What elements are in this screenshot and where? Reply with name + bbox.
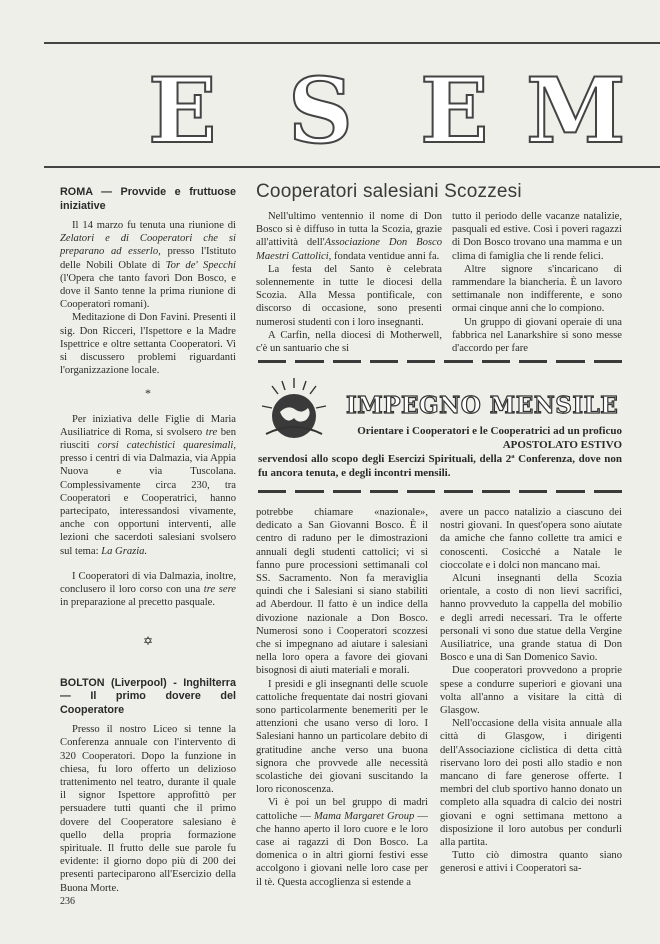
article2-paragraph-5: Alcuni insegnanti della Scozia orientale, a costo di non lievi sacrifici, hanno provveduto la cappella del mobilio e degli arredi necessari. Tra le offerte personali vi sono due statue della Vergine Ausiliatrice, una grande statua di Don Bosco e una di San Domenico Savio. [440, 573, 622, 664]
divider-top [258, 360, 622, 363]
article1-column-2 [452, 210, 622, 355]
impegno-mensile-title: IMPEGNO MENSILE [346, 392, 619, 419]
left-column [60, 186, 236, 895]
asterisk-separator: * [145, 386, 151, 401]
roma-paragraph-1: Il 14 marzo fu tenuta una riunione di Zelatori e di Cooperatori che si preparano ad esserlo, presso l'Istituto delle Nobili Oblate di Tor de' Specchi (l'Opera che tanto favorì Don Bosco, e dove il Santo tenne la prima riunione di Cooperatori romani). [60, 220, 237, 311]
article2-paragraph-1: potrebbe chiamare «nazionale», dedicato a San Giovanni Bosco. È il centro di raduno per le dimostrazioni annuali degli studenti cattolici; vi si fanno pure processioni settimanali col SS. Sacramento. Non fa meraviglia quindi che i Salesiani si siano stabiliti ad Aberdour. Il fatto è un indice della divozione nazionale a Don Bosco. Numerosi sono i Cooperatori scozzesi che si impegnano ad aiutare i salesiani nella loro opera a favore dei giovani bisognosi di aiuti materiali e morali. [256, 507, 428, 677]
roma-paragraph-4: I Cooperatori di via Dalmazia, inoltre, conclusero il loro corso con una tre sere in preparazione al precetto pasquale. [60, 570, 236, 609]
impegno-subtitle-2: servendosi allo scopo degli Esercizi Spirituali, della 2ª Conferenza, dove non fu ancora tenuta, e degli incontri mensili. [258, 453, 622, 479]
article2-paragraph-8: Tutto ciò dimostra quanto siano generosi e attivi i Cooperatori sa- [440, 850, 622, 875]
bolton-paragraph: Presso il nostro Liceo si tenne la Conferenza annuale con l'intervento di 320 Cooperatori. Dopo la funzione in chiesa, fu loro offerto un delizioso trattenimento nel teatro, durante il quale il signor Ispettore approfittò per persuadere tutti quanti che il primo dovere del Cooperatore salesiano è quello della propria formazione spirituale. Il frutto delle sue parole fu evidente: il giorno dopo più di 200 dei presenti parteciparono all'Esercizio della Buona Morte. [60, 724, 236, 894]
article2-paragraph-6: Due cooperatori provvedono a proprie spese a condurre superiori e giovani una volta all'anno a visitare la città di Glasgow. [440, 665, 622, 717]
article2-paragraph-4: avere un pacco natalizio a ciascuno dei nostri giovani. In quest'opera sono aiutate da amiche che fanno collette tra amici e conoscenti. Cosicché a Natale le cioccolate e i dolci non mancano mai. [440, 507, 622, 571]
roma-heading: ROMA — Provvide e fruttuose iniziative [60, 186, 236, 212]
article2-paragraph-2: I presidi e gli insegnanti delle scuole cattoliche frequentate dai nostri giovani sono particolarmente benemeriti per le attenzioni che usano verso di loro. I Salesiani hanno un particolare debito di gratitudine anche verso una buona signora che provvede alle necessità scolastiche dei giovani suscitando la loro riconoscenza. [256, 678, 428, 796]
bolton-heading: BOLTON (Liverpool) - Inghilterra — Il primo dovere del Cooperatore [60, 676, 236, 716]
masthead-banner [44, 42, 660, 168]
article1-paragraph-6: Un gruppo di giovani operaie di una fabbrica nel Lanarkshire si sono messe d'accordo per fare [452, 316, 622, 355]
article2-column-2 [440, 506, 622, 876]
roma-paragraph-2: Meditazione di Don Favini. Presenti il sig. Don Ricceri, l'Ispettore e la Madre Ispettrice e oltre settanta Cooperatori. Vi si discussero problemi riguardanti l'organizzazione locale. [60, 312, 236, 377]
masthead-letter-e1: E [148, 58, 217, 164]
article-title-scozzesi: Cooperatori salesiani Scozzesi [256, 181, 522, 202]
article1-paragraph-5: Altre signore s'incaricano di rammendare la biancheria. È un lavoro settimanale non indifferente, e sono ormai cinque anni che lo compiono. [452, 263, 622, 315]
page-number: 236 [60, 896, 75, 907]
masthead-letter-m: M [526, 58, 626, 164]
masthead-letter-e2: E [420, 58, 489, 164]
article1-paragraph-4: tutto il periodo delle vacanze natalizie, pasquali ed estive. Così i poveri ragazzi di Don Bosco trovano una mamma e un clima di famiglia che li rende felici. [452, 211, 622, 262]
divider-bottom [258, 490, 622, 493]
article2-paragraph-3: Vi è poi un bel gruppo di madri cattoliche — Mama Margaret Group — che hanno aperto il loro cuore e le loro case ai ragazzi di Don Bosco. La domenica o in altri giorni festivi esse accolgono i giovani nelle loro case per il tè. Questa accoglienza si estende a [256, 797, 428, 888]
roma-paragraph-3: Per iniziativa delle Figlie di Maria Ausiliatrice di Roma, si svolsero tre ben riusciti corsi catechistici quaresimali, presso i centri di via Dalmazia, via Appia Nuova e via Tuscolana. Complessivamente circa 230, tra Cooperatori e Cooperatrici, hanno partecipato, interessandosi vivamente, anche con opportuni interventi, alle lezioni che sacerdoti salesiani svolsero sul tema: La Grazia. [60, 413, 236, 557]
masthead-letter-s: S [288, 58, 353, 164]
globe-radiating-icon [258, 376, 330, 444]
article1-paragraph-3: A Carfin, nella diocesi di Motherwell, c'è un santuario che si [256, 329, 442, 355]
article2-column-1 [256, 506, 428, 889]
star-separator-icon: ✡ [142, 634, 154, 649]
article2-paragraph-7: Nell'occasione della visita annuale alla città di Glasgow, i dirigenti dell'Associazione ciclistica di detta città riservano loro dei posti allo stadio e non mancano di fare generose offerte. I membri del club sportivo hanno donato un completo alla squadra di calcio dei nostri giovani e ogni settimana mettono a disposizione il loro autobus per condurli alla partita. [440, 718, 622, 849]
article1-paragraph-2: La festa del Santo è celebrata solennemente in tutte le diocesi della Scozia. Alla Messa pontificale, con discorso di occasione, sono presenti numerosi studenti con i loro insegnanti. [256, 263, 442, 328]
impegno-subtitle-1: Orientare i Cooperatori e le Cooperatrici ad un proficuo APOSTOLATO ESTIVO [357, 425, 622, 451]
article1-column-1 [256, 210, 442, 355]
article1-paragraph-1: Nell'ultimo ventennio il nome di Don Bosco si è diffuso in tutta la Scozia, grazie all'attività dell'Associazione Don Bosco Maestri Cattolici, fondata ventidue anni fa. [256, 211, 442, 262]
